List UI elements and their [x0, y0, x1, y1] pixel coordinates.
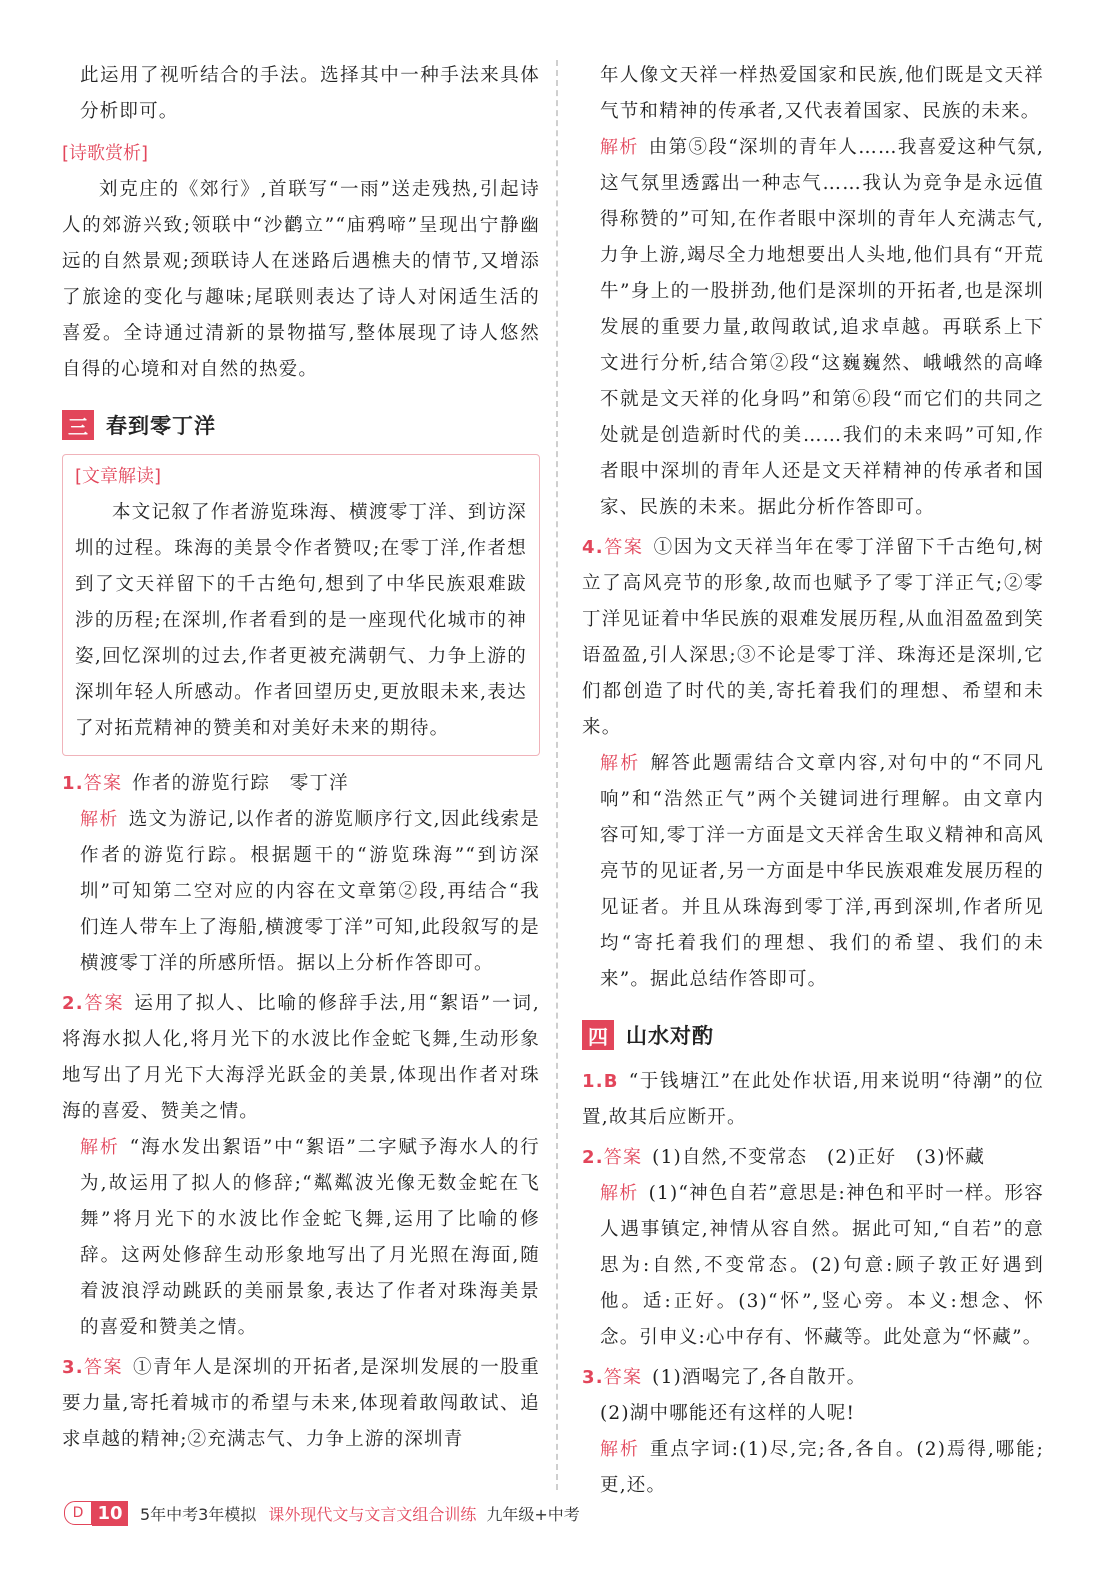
article-text: 本文记叙了作者游览珠海、横渡零丁洋、到访深圳的过程。珠海的美景令作者赞叹;在零丁洋,作者想到了文天祥留下的千古绝句,想到了中华民族艰难跋涉的历程;在深圳,作者看到的是一座现代化城市的神姿,回忆深圳的过去,作者更被充满朝气、力争上游的深圳年轻人所感动。作者回望历史,更放眼未来,表达了对拓荒精神的赞美和对美好未来的期待。 — [75, 502, 527, 739]
s4-q2-analysis-row — [582, 1176, 1044, 1356]
q2-answer-row — [62, 986, 540, 1130]
q4-analysis-label: 解析 — [600, 753, 641, 774]
q1-number: 1. — [62, 773, 84, 794]
q2-analysis: “海水发出絮语”中“絮语”二字赋予海水人的行为,故运用了拟人的修辞;“粼粼波光像无数金蛇在飞舞”将月光下的水波比作金蛇飞舞,运用了比喻的修辞。这两处修辞生动形象地写出了月光照在海面,随着波浪浮动跳跃的美丽景象,表达了作者对珠海美景的喜爱和赞美之情。 — [80, 1137, 540, 1338]
s4-q3-number: 3. — [582, 1367, 604, 1388]
q3-analysis: 由第⑤段“深圳的青年人……我喜爱这种气氛,这气氛里透露出一种志气……我认为竞争是永远值得称赞的”可知,在作者眼中深圳的青年人充满志气,力争上游,竭尽全力地想要出人头地,他们具有“开荒牛”身上的一股拼劲,他们是深圳的开拓者,也是深圳发展的重要力量,敢闯敢试,追求卓越。再联系上下文进行分析,结合第②段“这巍巍然、峨峨然的高峰不就是文天祥的化身吗”和第⑥段“而它们的共同之处就是创造新时代的美……我们的未来吗”可知,作者眼中深圳的青年人还是文天祥精神的传承者和国家、民族的未来。据此分析作答即可。 — [600, 137, 1044, 518]
poem-text: 刘克庄的《郊行》,首联写“一雨”送走残热,引起诗人的郊游兴致;领联中“沙鹳立”“庙鸦啼”呈现出宁静幽远的自然景观;颈联诗人在迷路后遇樵夫的情节,又增添了旅途的变化与趣味;尾联则表达了诗人对闲适生活的喜爱。全诗通过清新的景物描写,整体展现了诗人悠然自得的心境和对自然的热爱。 — [62, 179, 540, 380]
q1-analysis-row — [62, 802, 540, 982]
q2-answer-label: 答案 — [83, 993, 125, 1014]
column-divider — [556, 60, 558, 1490]
footer-letter-badge: D — [64, 1501, 92, 1525]
q2-number: 2. — [62, 993, 84, 1014]
s4-q3-answer-1: (1)酒喝完了,各自散开。 — [652, 1367, 867, 1388]
section-4-badge: 四 — [582, 1020, 614, 1050]
section-3-title: 春到零丁洋 — [106, 413, 216, 438]
s4-q3-answer-label: 答案 — [603, 1367, 643, 1388]
poem-tag: [诗歌赏析] — [62, 143, 149, 164]
q3-answer-continued: 年人像文天祥一样热爱国家和民族,他们既是文天祥气节和精神的传承者,又代表着国家、民族的未来。 — [600, 65, 1044, 122]
section-3-header — [62, 410, 540, 440]
right-column — [582, 58, 1044, 1504]
s4-q3-answer-row — [582, 1360, 1044, 1396]
article-tag: [文章解读] — [75, 466, 162, 487]
q4-analysis-row — [582, 746, 1044, 998]
article-reading-box — [62, 454, 540, 756]
s4-q3-answer-2: (2)湖中哪能还有这样的人呢! — [600, 1403, 856, 1424]
q4-number: 4. — [582, 537, 604, 558]
s4-q2-answer-label: 答案 — [603, 1147, 643, 1168]
s4-q2-analysis-label: 解析 — [600, 1183, 639, 1204]
q3-analysis-row — [582, 130, 1044, 526]
section-4-header — [582, 1020, 1044, 1050]
s4-q2-analysis: (1)“神色自若”意思是:神色和平时一样。形容人遇事镇定,神情从容自然。据此可知,“自若”的意思为:自然,不变常态。(2)句意:顾子敦正好遇到他。适:正好。(3)“怀”,竖心旁。本义:想念、怀念。引申义:心中存有、怀藏等。此处意为“怀藏”。 — [600, 1183, 1044, 1348]
q1-analysis-label: 解析 — [80, 809, 119, 830]
page-footer — [64, 1500, 580, 1526]
left-column — [62, 58, 540, 1458]
s4-q1-number: 1.B — [582, 1071, 619, 1092]
book-title: 5年中考3年模拟 — [140, 1504, 257, 1524]
s4-q3-analysis-label: 解析 — [600, 1439, 640, 1460]
s4-q2-number: 2. — [582, 1147, 604, 1168]
s4-q2-answer-row — [582, 1140, 1044, 1176]
q4-answer-label: 答案 — [603, 537, 644, 558]
q3-number: 3. — [62, 1357, 84, 1378]
q2-answer: 运用了拟人、比喻的修辞手法,用“絮语”一词,将海水拟人化,将月光下的水波比作金蛇飞舞,生动形象地写出了月光下大海浮光跃金的美景,体现出作者对珠海的喜爱、赞美之情。 — [62, 993, 540, 1122]
q3-analysis-label: 解析 — [600, 137, 639, 158]
q3-answer-row — [62, 1350, 540, 1458]
s4-q1-text: “于钱塘江”在此处作状语,用来说明“待潮”的位置,故其后应断开。 — [582, 1071, 1044, 1128]
q1-answer-row — [62, 766, 540, 802]
q1-analysis: 选文为游记,以作者的游览顺序行文,因此线索是作者的游览行踪。根据题干的“游览珠海”“到访深圳”可知第二空对应的内容在文章第②段,再结合“我们连人带车上了海船,横渡零丁洋”可知,此段叙写的是横渡零丁洋的所感所悟。据以上分析作答即可。 — [80, 809, 540, 974]
section-4-title: 山水对酌 — [626, 1023, 714, 1048]
q2-analysis-row — [62, 1130, 540, 1346]
q3-answer: ①青年人是深圳的开拓者,是深圳发展的一股重要力量,寄托着城市的希望与未来,体现着敢闯敢试、追求卓越的精神;②充满志气、力争上游的深圳青 — [62, 1357, 540, 1450]
s4-q3-analysis-row — [582, 1432, 1044, 1504]
q4-answer-row — [582, 530, 1044, 746]
s4-q3-analysis: 重点字词:(1)尽,完;各,各自。(2)焉得,哪能;更,还。 — [600, 1439, 1045, 1496]
page-number: 10 — [92, 1501, 128, 1526]
q1-answer: 作者的游览行踪 零丁洋 — [132, 773, 349, 794]
grade-label: 九年级+中考 — [486, 1504, 580, 1524]
s4-q1-row — [582, 1064, 1044, 1136]
q4-analysis: 解答此题需结合文章内容,对句中的“不同凡响”和“浩然正气”两个关键词进行理解。由文章内容可知,零丁洋一方面是文天祥舍生取义精神和高风亮节的见证者,另一方面是中华民族艰难发展历程的见证者。并且从珠海到零丁洋,再到深圳,作者所见均“寄托着我们的理想、我们的希望、我们的未来”。据此总结作答即可。 — [600, 753, 1045, 990]
series-title: 课外现代文与文言文组合训练 — [268, 1504, 477, 1524]
q2-analysis-label: 解析 — [80, 1137, 120, 1158]
section-3-badge: 三 — [62, 410, 94, 440]
intro-text: 此运用了视听结合的手法。选择其中一种手法来具体分析即可。 — [80, 65, 540, 122]
s4-q2-answer: (1)自然,不变常态 (2)正好 (3)怀藏 — [652, 1147, 986, 1168]
q4-answer: ①因为文天祥当年在零丁洋留下千古绝句,树立了高风亮节的形象,故而也赋予了零丁洋正气;②零丁洋见证着中华民族的艰难发展历程,从血泪盈盈到笑语盈盈,引人深思;③不论是零丁洋、珠海还是深圳,它们都创造了时代的美,寄托着我们的理想、希望和未来。 — [582, 537, 1044, 738]
q1-answer-label: 答案 — [83, 773, 123, 794]
q3-answer-label: 答案 — [83, 1357, 124, 1378]
